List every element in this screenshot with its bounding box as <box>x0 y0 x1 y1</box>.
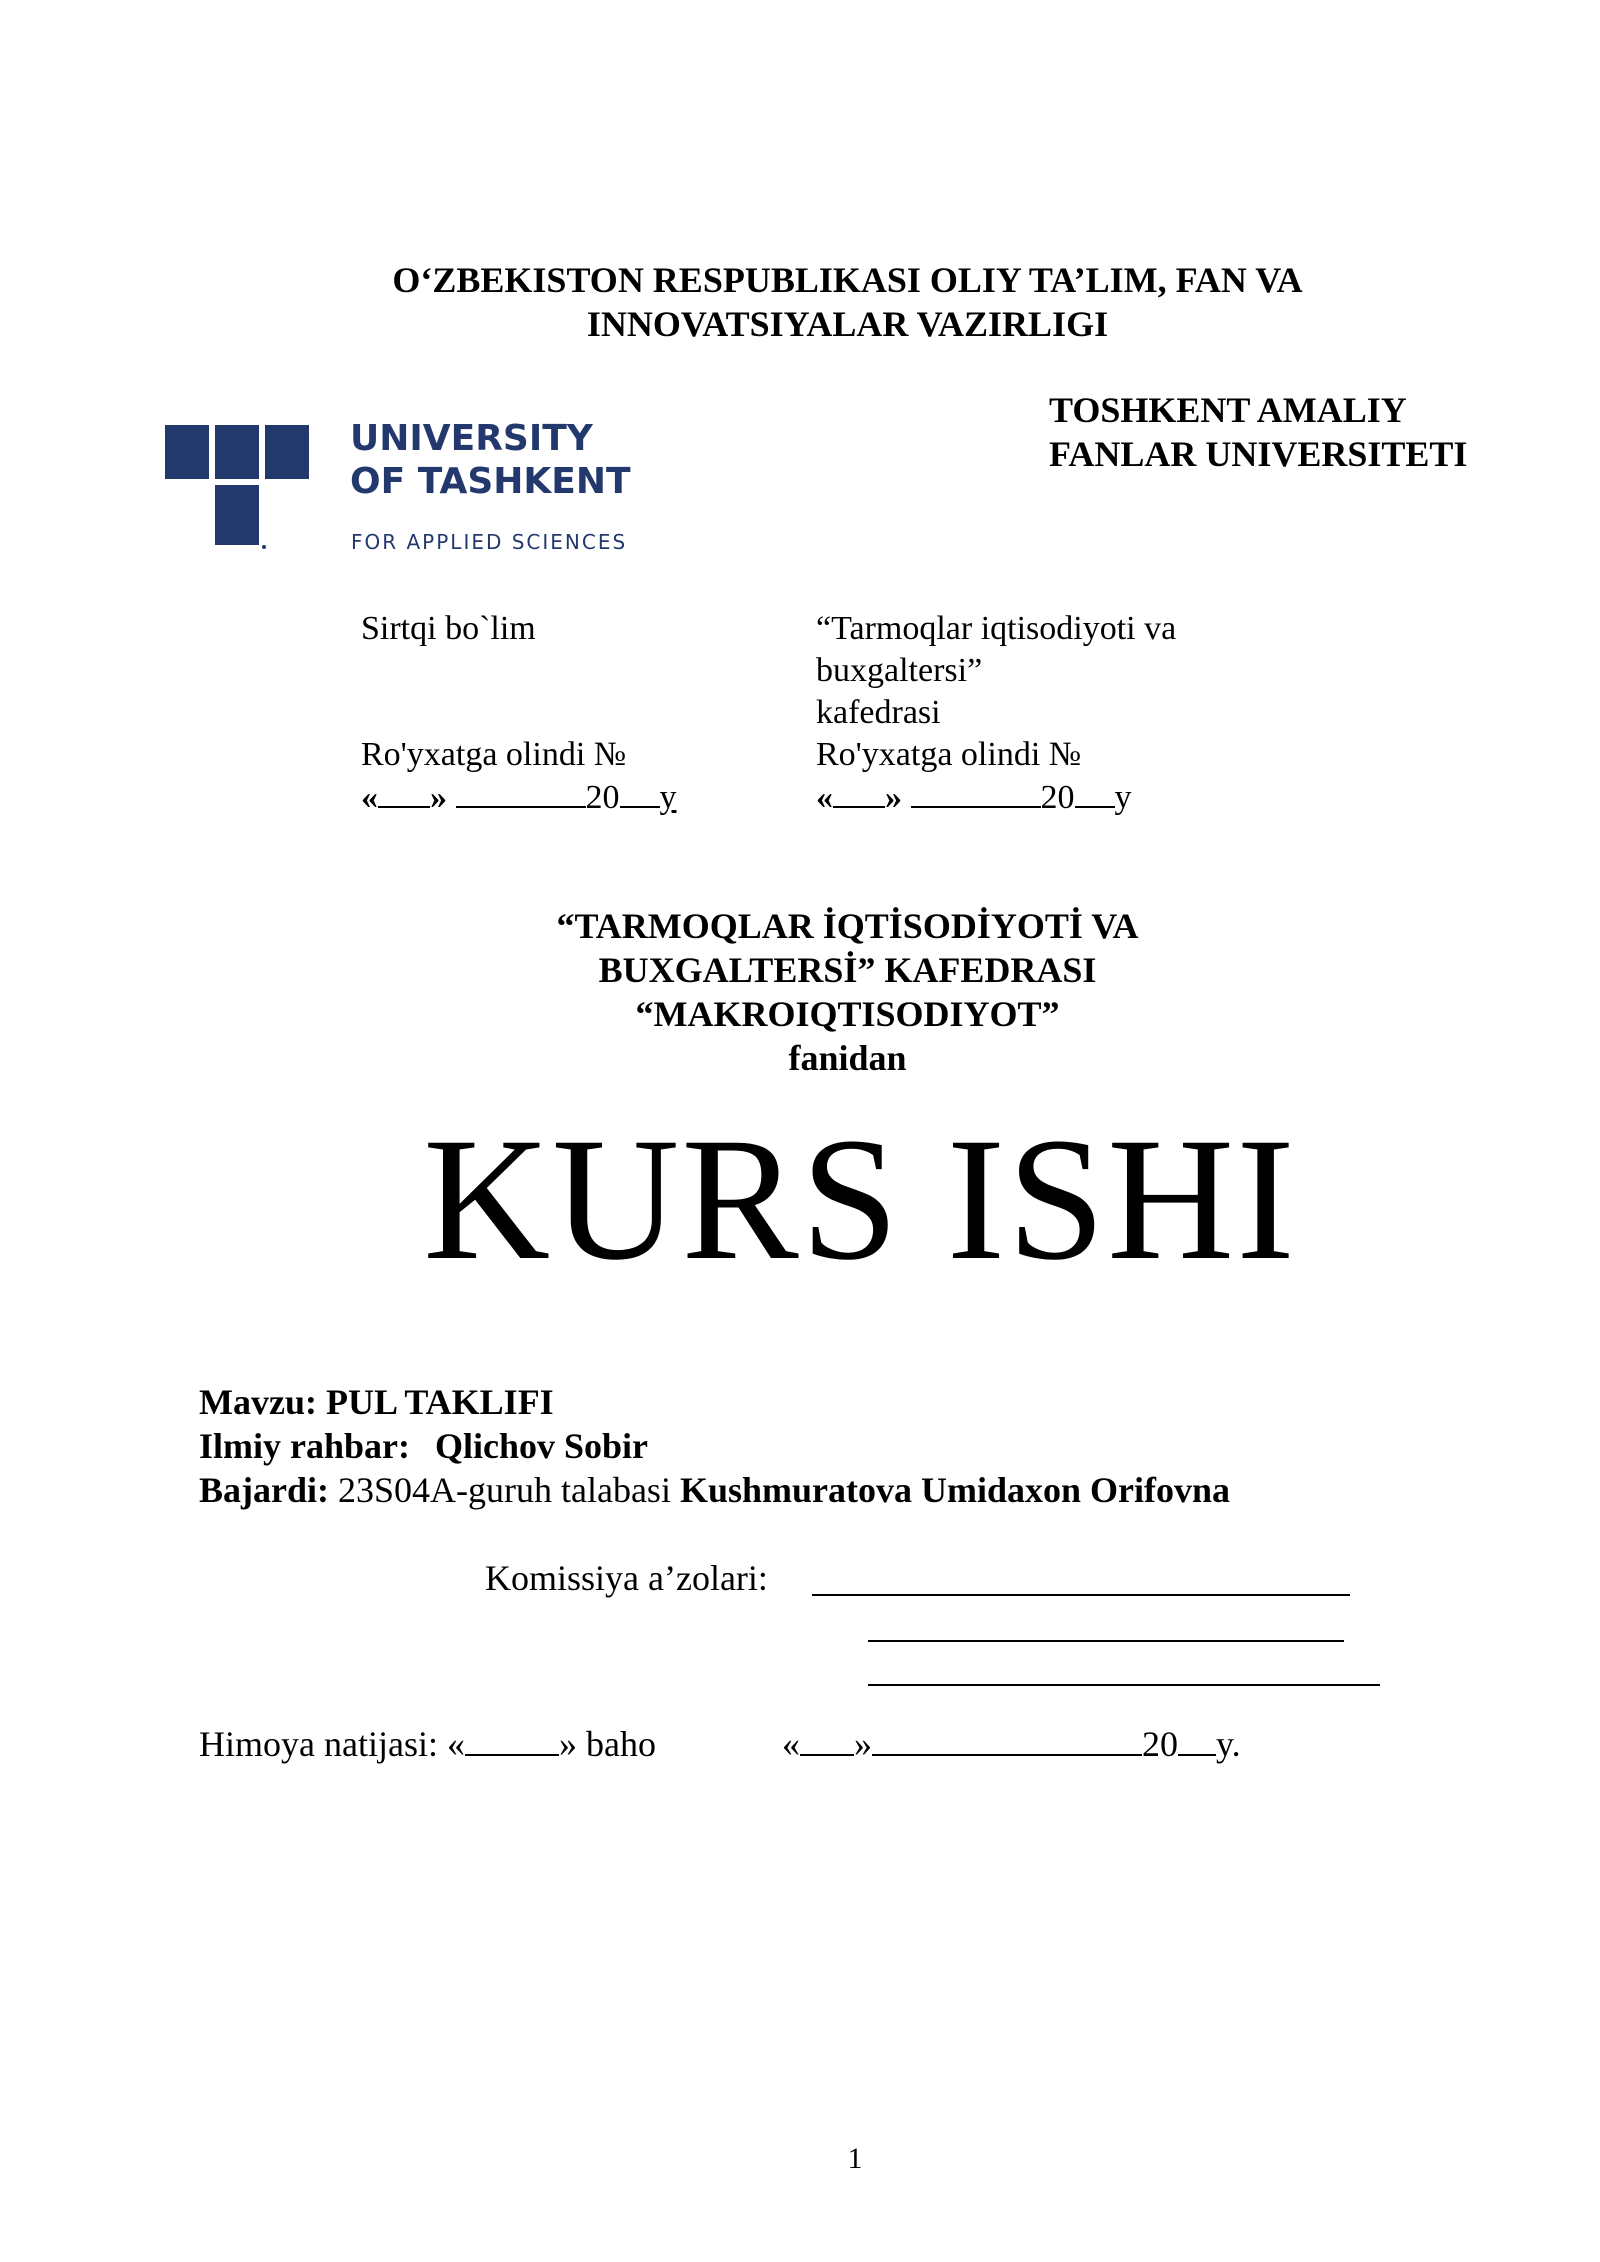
work-info <box>199 1380 1230 1512</box>
grade-blank <box>465 1724 559 1756</box>
defense-open: « <box>446 1724 465 1764</box>
defense-year-prefix: 20 <box>1142 1724 1178 1764</box>
committee-signature-line-2 <box>868 1640 1344 1642</box>
left-year-prefix: 20 <box>585 779 620 816</box>
document-title: KURS ISHI <box>423 1102 1297 1297</box>
subject-line-4: fanidan <box>788 1038 907 1078</box>
right-year-suffix: y <box>1114 779 1132 816</box>
left-date-line <box>361 776 677 819</box>
registration-right <box>816 608 1296 819</box>
left-day-blank <box>378 776 430 808</box>
left-year-blank <box>620 776 660 808</box>
ministry-line-1: O‘ZBEKISTON RESPUBLIKASI OLIY TA’LIM, FAN VA <box>392 260 1303 300</box>
defense-year-suffix: y. <box>1216 1724 1241 1764</box>
defense-result-line <box>199 1722 656 1766</box>
right-month-blank <box>911 776 1041 808</box>
right-date-open: « <box>816 779 833 816</box>
defense-label: Himoya natijasi: <box>199 1724 438 1764</box>
defense-day-blank <box>800 1724 854 1756</box>
logo-text-applied-sciences: FOR APPLIED SCIENCES <box>351 530 628 554</box>
defense-year-blank <box>1178 1724 1216 1756</box>
logo-text-of-tashkent: OF TASHKENT <box>350 461 631 502</box>
university-line-2: FANLAR UNIVERSITETI <box>1049 434 1468 474</box>
subject-heading <box>0 904 1600 1080</box>
performer-name: Kushmuratova Umidaxon Orifovna <box>679 1470 1231 1510</box>
right-year-blank <box>1075 776 1115 808</box>
right-date-line <box>816 776 1296 819</box>
defense-month-blank <box>872 1724 1142 1756</box>
ministry-line-2: INNOVATSIYALAR VAZIRLIGI <box>586 304 1109 344</box>
left-department: Sirtqi bo`lim <box>361 610 536 647</box>
performer-label: Bajardi: <box>199 1470 329 1510</box>
topic-row <box>199 1380 1230 1424</box>
university-line-1: TOSHKENT AMALIY <box>1049 390 1407 430</box>
committee-signature-line-1 <box>812 1594 1350 1596</box>
right-registered-label: Ro'yxatga olindi № <box>816 736 1082 773</box>
right-date-close: » <box>885 779 902 816</box>
advisor-value: Qlichov Sobir <box>435 1426 649 1466</box>
topic-label: Mavzu: <box>199 1382 317 1422</box>
left-month-blank <box>456 776 586 808</box>
subject-line-3: “MAKROIQTISODIYOT” <box>635 994 1060 1034</box>
right-department-line-2: buxgaltersi” <box>816 652 983 689</box>
committee-signature-line-3 <box>868 1684 1380 1686</box>
right-department-line-3: kafedrasi <box>816 694 941 731</box>
performer-group: 23S04A-guruh talabasi <box>338 1470 671 1510</box>
registration-left <box>361 608 677 819</box>
left-year-suffix: y <box>659 779 677 816</box>
university-name <box>1049 388 1467 476</box>
defense-date-close: » <box>854 1724 872 1764</box>
left-date-open: « <box>361 779 378 816</box>
right-year-prefix: 20 <box>1040 779 1075 816</box>
left-registered-label: Ro'yxatga olindi № <box>361 736 627 773</box>
ministry-heading <box>0 258 1600 346</box>
defense-date-open: « <box>782 1724 800 1764</box>
university-logo-mark <box>165 425 315 560</box>
advisor-row <box>199 1424 1230 1468</box>
logo-text-university: UNIVERSITY <box>350 418 593 459</box>
left-date-close: » <box>430 779 447 816</box>
topic-value: PUL TAKLIFI <box>325 1382 554 1422</box>
right-department-line-1: “Tarmoqlar iqtisodiyoti va <box>816 610 1177 647</box>
right-day-blank <box>833 776 885 808</box>
performer-row <box>199 1468 1230 1512</box>
logo-squares-icon <box>165 425 315 555</box>
defense-date-line <box>782 1722 1241 1766</box>
committee-label: Komissiya a’zolari: <box>485 1558 768 1598</box>
defense-grade-suffix: baho <box>585 1724 656 1764</box>
subject-line-1: “TARMOQLAR İQTİSODİYOTİ VA <box>556 906 1139 946</box>
page-number: 1 <box>847 2142 863 2175</box>
advisor-label: Ilmiy rahbar: <box>199 1426 410 1466</box>
subject-line-2: BUXGALTERSİ” KAFEDRASI <box>598 950 1097 990</box>
defense-close: » <box>558 1724 577 1764</box>
